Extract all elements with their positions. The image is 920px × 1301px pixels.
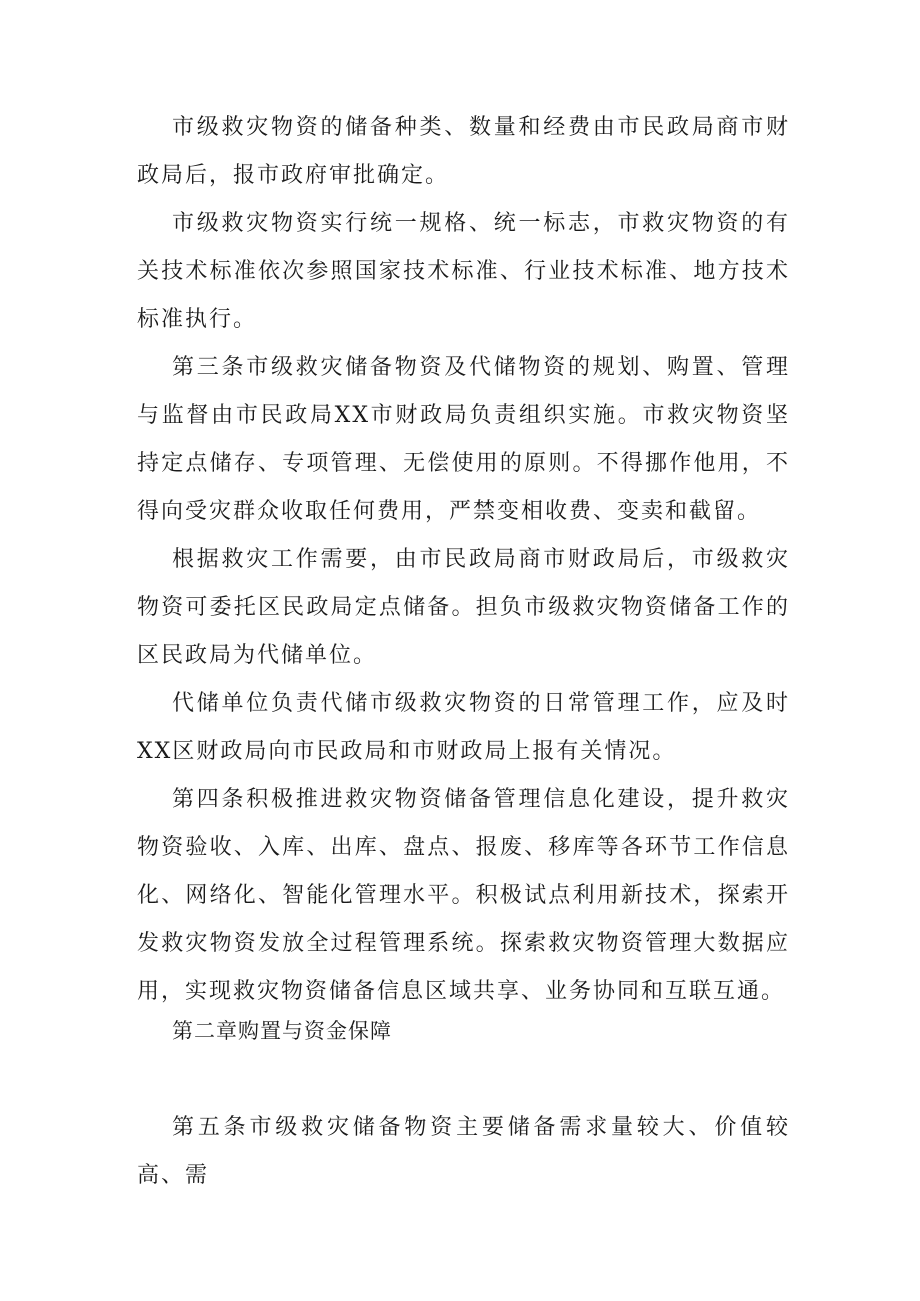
paragraph-standards: 市级救灾物资实行统一规格、统一标志，市救灾物资的有关技术标准依次参照国家技术标准、行业技术标准、地方技术标准执行。	[137, 211, 790, 332]
paragraph-article-5: 第五条市级救灾储备物资主要储备需求量较大、价值较高、需	[137, 1115, 790, 1188]
paragraph-article-4: 第四条积极推进救灾物资储备管理信息化建设，提升救灾物资验收、入库、出库、盘点、报废、移库等各环节工作信息化、网络化、智能化管理水平。积极试点利用新技术，探索开发救灾物资发放全过程管理系统。探索救灾物资管理大数据应用，实现救灾物资储备信息区域共享、业务协同和互联互通。	[137, 787, 790, 1004]
paragraph-reserve-types: 市级救灾物资的储备种类、数量和经费由市民政局商市财政局后，报市政府审批确定。	[137, 115, 790, 188]
paragraph-storage-unit-duties: 代储单位负责代储市级救灾物资的日常管理工作，应及时XX区财政局向市民政局和市财政局上报有关情况。	[137, 691, 790, 764]
paragraph-article-3: 第三条市级救灾储备物资及代储物资的规划、购置、管理与监督由市民政局XX市财政局负责组织实施。市救灾物资坚持定点储存、专项管理、无偿使用的原则。不得挪作他用，不得向受灾群众收取任何费用，严禁变相收费、变卖和截留。	[137, 355, 790, 524]
paragraph-entrusted-storage: 根据救灾工作需要，由市民政局商市财政局后，市级救灾物资可委托区民政局定点储备。担负市级救灾物资储备工作的区民政局为代储单位。	[137, 547, 790, 668]
chapter-heading: 第二章购置与资金保障	[172, 1019, 392, 1043]
